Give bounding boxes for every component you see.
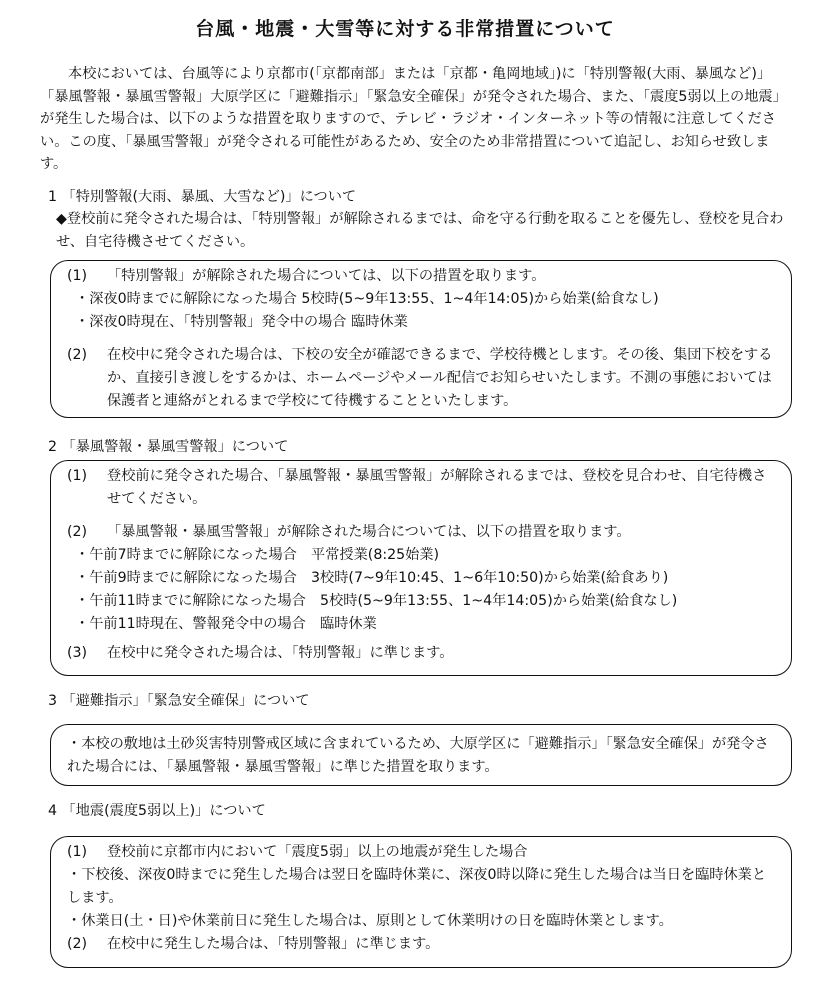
item-text: 在校中に発令された場合は、「特別警報」に準じます。 bbox=[107, 645, 454, 661]
item-number: (1) bbox=[67, 844, 88, 860]
item-number: (1) bbox=[67, 468, 88, 484]
section-3-body: ・本校の敷地は土砂災害特別警戒区域に含まれているため、大原学区に「避難指示」「緊急安全確保」が発令された場合には、「暴風警報・暴風雪警報」に準じた措置を取ります。 bbox=[67, 736, 769, 775]
section-2-item-1 bbox=[67, 465, 777, 511]
intro-paragraph: 本校においては、台風等により京都市(「京都南部」または「京都・亀岡地域」)に「特別警報(大雨、暴風など)」「暴風警報・暴風雪警報」大原学区に「避難指示」「緊急安全確保」が発令された場合、また、「震度5弱以上の地震」が発生した場合は、以下のような措置を取りますので、テレビ・ラジオ・インターネット等の情報に注意してください。この度、「暴風雪警報」が発令される可能性があるため、安全のため非常措置について追記し、お知らせ致します。 bbox=[40, 66, 787, 172]
section-2-item-3 bbox=[67, 642, 777, 665]
item-text: 在校中に発生した場合は、「特別警報」に準じます。 bbox=[107, 936, 440, 952]
section-2-heading: 2 「暴風警報・暴風雪警報」について bbox=[48, 439, 289, 455]
section-3-box bbox=[50, 724, 792, 786]
section-1-item-1 bbox=[67, 265, 777, 288]
section-2-box bbox=[50, 460, 792, 676]
section-3-heading: 3 「避難指示」「緊急安全確保」について bbox=[48, 693, 310, 709]
item-text: 「特別警報」が解除された場合については、以下の措置を取ります。 bbox=[107, 268, 546, 284]
item-text: 登校前に京都市内において「震度5弱」以上の地震が発生した場合 bbox=[107, 844, 528, 860]
section-1-box bbox=[50, 260, 792, 418]
section-4-item-1 bbox=[67, 841, 777, 864]
item-text: 「暴風警報・暴風雪警報」が解除された場合については、以下の措置を取ります。 bbox=[107, 524, 631, 540]
section-1-item-2 bbox=[67, 344, 777, 413]
item-number: (1) bbox=[67, 268, 88, 284]
section-1-note: ◆登校前に発令された場合は、「特別警報」が解除されるまでは、命を守る行動を取ることを優先し、登校を見合わせ、自宅待機させてください。 bbox=[56, 211, 784, 250]
section-1-bullet-1: ・深夜0時までに解除になった場合 5校時(5~9年13:55、1~4年14:05)から始業(給食なし) bbox=[75, 291, 659, 307]
item-number: (2) bbox=[67, 936, 88, 952]
section-1-bullet-2: ・深夜0時現在、「特別警報」発令中の場合 臨時休業 bbox=[75, 314, 408, 330]
item-number: (3) bbox=[67, 645, 88, 661]
section-2-bullet-1: ・午前7時までに解除になった場合 平常授業(8:25始業) bbox=[75, 547, 440, 563]
page-title: 台風・地震・大雪等に対する非常措置について bbox=[195, 18, 615, 40]
section-2-bullet-3: ・午前11時までに解除になった場合 5校時(5~9年13:55、1~4年14:05)から始業(給食なし) bbox=[75, 593, 678, 609]
item-number: (2) bbox=[67, 524, 88, 540]
section-4-bullet-2: ・休業日(土・日)や休業前日に発生した場合は、原則として休業明けの日を臨時休業とします。 bbox=[67, 913, 673, 929]
section-2-bullet-4: ・午前11時現在、警報発令中の場合 臨時休業 bbox=[75, 616, 377, 632]
section-4-box bbox=[50, 836, 792, 968]
section-4-item-2 bbox=[67, 933, 777, 956]
section-2-bullet-2: ・午前9時までに解除になった場合 3校時(7~9年10:45、1~6年10:50)から始業(給食あり) bbox=[75, 570, 669, 586]
section-4-bullet-1: ・下校後、深夜0時までに発生した場合は翌日を臨時休業に、深夜0時以降に発生した場合は当日を臨時休業とします。 bbox=[67, 867, 767, 906]
section-4-heading: 4 「地震(震度5弱以上)」について bbox=[48, 803, 266, 819]
item-text: 在校中に発令された場合は、下校の安全が確認できるまで、学校待機とします。その後、集団下校をするか、直接引き渡しをするかは、ホームページやメール配信でお知らせいたします。不測の事態においては保護者と連絡がとれるまで学校にて待機することといたします。 bbox=[107, 347, 773, 409]
section-2-item-2 bbox=[67, 521, 777, 544]
item-text: 登校前に発令された場合、「暴風警報・暴風雪警報」が解除されるまでは、登校を見合わせ、自宅待機させてください。 bbox=[107, 468, 767, 507]
section-1-heading: 1 「特別警報(大雨、暴風、大雪など)」について bbox=[48, 189, 357, 205]
item-number: (2) bbox=[67, 347, 88, 363]
